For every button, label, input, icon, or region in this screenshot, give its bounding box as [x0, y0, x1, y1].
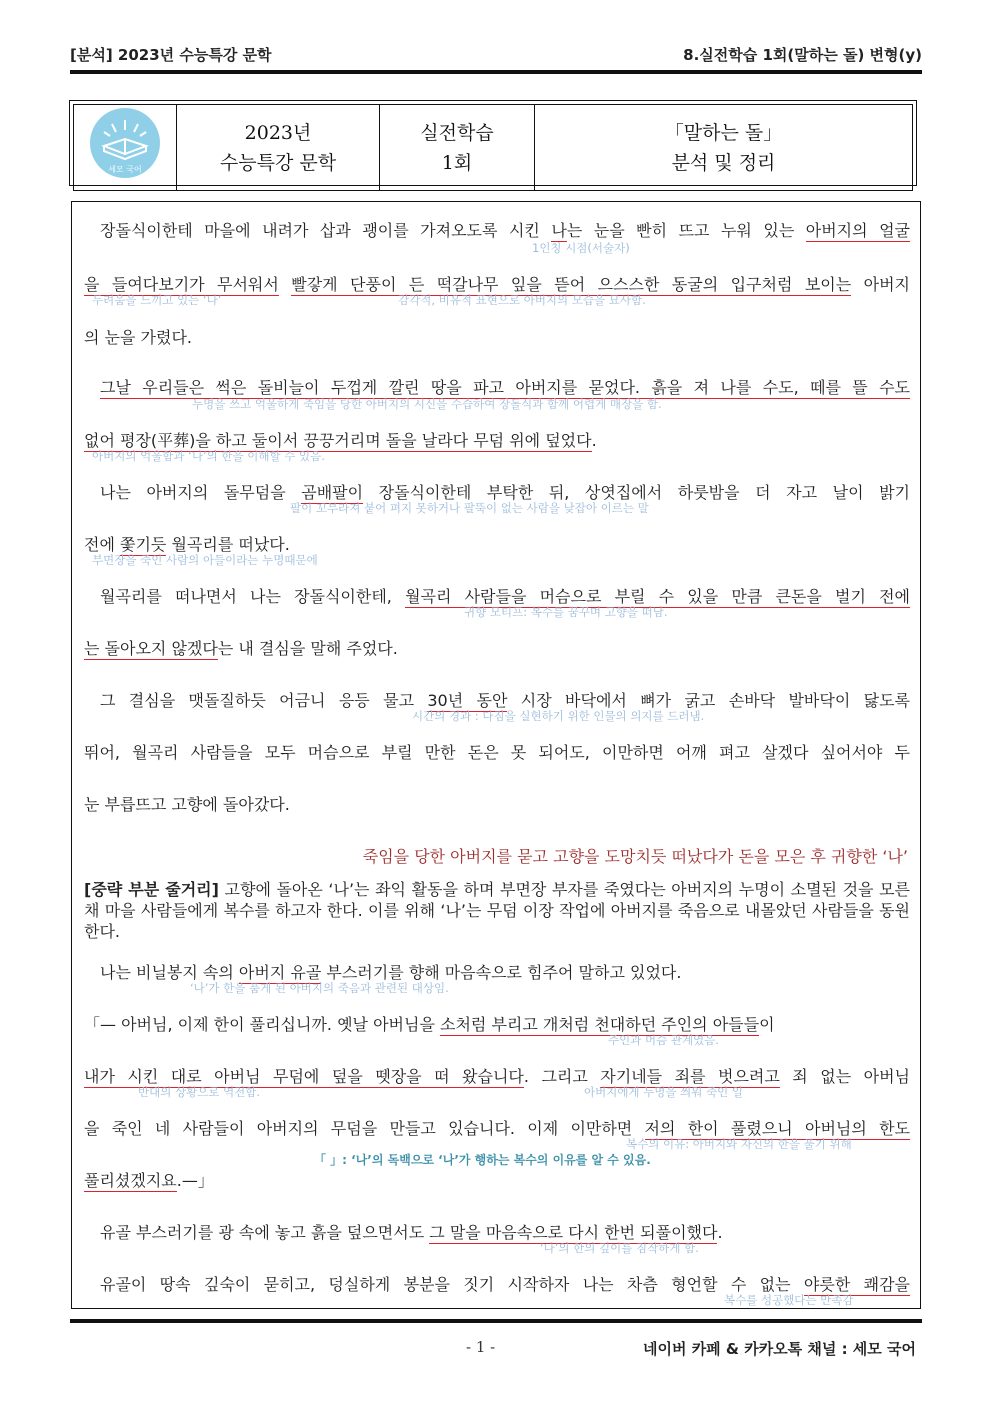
- header-rule: [70, 70, 922, 74]
- title-book: 수능특강 문학: [219, 151, 337, 174]
- annotation-13: 아버지에게 누명을 씌워 죽인 일: [584, 1085, 744, 1099]
- text-line-15: 내가 시킨 대로 아버님 무덤에 덮을 뗏장을 떠 왔습니다. 그리고 자기네들 죄를 벗으려고 죄 없는 아버님: [84, 1067, 911, 1086]
- annotation-3: 감각적, 비유적 표현으로 아버지의 모습을 묘사함.: [398, 293, 646, 307]
- annotation-11: 주인과 머슴 관계였음.: [608, 1033, 719, 1047]
- footer-channel: 네이버 카페 & 카카오톡 채널 : 세모 국어: [643, 1340, 916, 1358]
- title-work-name: 「말하는 돌」: [664, 121, 783, 144]
- text-line-2: 을 들여다보기가 무서워서 빨갛게 단풍이 든 떡갈나무 잎을 뜯어 으스스한 동굴의 입구처럼 보이는 아버지: [84, 275, 910, 294]
- title-work-subtitle: 분석 및 정리: [671, 151, 776, 174]
- annotation-14: 복수의 이유: 아버지와 자신의 한을 풀기 위해: [626, 1137, 852, 1151]
- title-year: 2023년: [244, 121, 312, 144]
- text-line-3: 의 눈을 가렸다.: [84, 328, 192, 347]
- title-cell-work: [535, 105, 913, 191]
- text-line-14: 「— 아버님, 이제 한이 풀리십니까. 옛날 아버님을 소처럼 부리고 개처럼 천대하던 주인의 아들들이: [84, 1015, 775, 1034]
- title-box: [69, 100, 917, 186]
- mid-summary-paragraph: [84, 879, 910, 942]
- text-line-18: 유골 부스러기를 광 속에 놓고 흙을 덮으면서도 그 말을 마음속으로 다시 한번 되풀이했다.: [100, 1223, 723, 1242]
- text-line-12: 눈 부릅뜨고 고향에 돌아갔다.: [84, 795, 290, 814]
- text-line-7: 전에 쫓기듯 월곡리를 떠났다.: [84, 535, 290, 554]
- logo-text: 세모 국어: [108, 165, 142, 174]
- annotation-17: 복수를 성공했다는 만족감: [724, 1293, 854, 1307]
- annotation-5: 아버지의 억울함과 ‘나’의 한을 이해할 수 있음.: [92, 449, 325, 463]
- annotation-1: 1인칭 시점(서술자): [532, 241, 630, 255]
- mid-summary-label: [중략 부분 줄거리]: [84, 880, 219, 899]
- header-right-title: 8.실전학습 1회(말하는 돌) 변형(y): [683, 46, 922, 64]
- title-cell-year: [177, 105, 380, 191]
- section-summary: 죽임을 당한 아버지를 묻고 고향을 도망치듯 떠났다가 돈을 모은 후 귀향한 ‘나’: [362, 847, 908, 866]
- annotation-7: 부면장을 죽인 사람의 아들이라는 누명때문에: [92, 553, 318, 567]
- annotation-4: 누명을 쓰고 억울하게 죽임을 당한 아버지의 시신을 수습하여 장돌식과 함께 어렵게 매장을 함.: [192, 397, 662, 411]
- annotation-8: 귀향 모티프: 복수를 꿈꾸며 고향을 떠남.: [464, 605, 668, 619]
- text-line-10: 그 결심을 맷돌질하듯 어금니 응등 물고 30년 동안 시장 바닥에서 뼈가 굵고 손바닥 발바닥이 닳도록: [100, 691, 910, 710]
- text-line-4: 그날 우리들은 썩은 돌비늘이 두껍게 깔린 땅을 파고 아버지를 묻었다. 흙을 져 나를 수도, 떼를 뜰 수도: [100, 378, 910, 397]
- page-number: - 1 -: [466, 1338, 496, 1356]
- text-line-9: 는 돌아오지 않겠다는 내 결심을 말해 주었다.: [84, 639, 398, 658]
- text-line-5: 없어 평장(平葬)을 하고 둘이서 끙끙거리며 돌을 날라다 무덤 위에 덮었다.: [84, 431, 597, 450]
- title-cell-session: [380, 105, 535, 191]
- text-line-16: 을 죽인 네 사람들이 아버지의 무덤을 만들고 있습니다. 이제 이만하면 저의 한이 풀렸으니 아버님의 한도: [84, 1119, 911, 1138]
- title-session-number: 1회: [441, 151, 473, 174]
- header-left-title: [분석] 2023년 수능특강 문학: [70, 46, 272, 64]
- title-session-label: 실전학습: [420, 121, 494, 144]
- annotation-6: 팔이 꼬부라져 붙어 펴지 못하거나 팔뚝이 없는 사람을 낮잡아 이르는 말: [290, 501, 649, 515]
- annotation-16: ‘나’의 한의 깊이를 짐작하게 함.: [540, 1241, 699, 1255]
- footer-rule: [70, 1319, 922, 1323]
- annotation-12: 반대의 상황으로 역전함.: [138, 1085, 261, 1099]
- annotation-10: ‘나’가 한을 품게 된 아버지의 죽음과 관련된 대상임.: [190, 981, 449, 995]
- text-line-19: 유골이 땅속 깊숙이 묻히고, 덩실하게 봉분을 짓기 시작하자 나는 차츰 형언할 수 없는 야릇한 쾌감을: [100, 1275, 910, 1294]
- annotation-9: 시간의 경과 : 다짐을 실현하기 위한 인물의 의지를 드러냄.: [412, 709, 705, 723]
- mid-summary-text: 고향에 돌아온 ‘나’는 좌익 활동을 하며 부면장 부자를 죽였다는 아버지의 누명이 소멸된 것을 모른 채 마을 사람들에게 복수를 하고자 한다. 이를 위해 ‘나’는 무덤 이장 작업에 아버지를 죽음으로 내몰았던 사람들을 동원한다.: [84, 880, 910, 941]
- text-line-8: 월곡리를 떠나면서 나는 장돌식이한테, 월곡리 사람들을 머슴으로 부릴 수 있을 만큼 큰돈을 벌기 전에: [100, 587, 910, 606]
- annotation-2: 두려움을 느끼고 있는 ‘나’: [92, 293, 222, 307]
- text-line-17: 풀리셨겠지요.—」: [84, 1171, 214, 1190]
- book-logo-icon: [82, 106, 168, 180]
- logo-cell: [74, 105, 177, 191]
- annotation-15: 「 」: ‘나’의 독백으로 ‘나’가 행하는 복수의 이유를 알 수 있음.: [314, 1153, 651, 1167]
- text-line-13: 나는 비닐봉지 속의 아버지 유골 부스러기를 향해 마음속으로 힘주어 말하고 있었다.: [100, 963, 682, 982]
- text-line-11: 뛰어, 월곡리 사람들을 모두 머슴으로 부릴 만한 돈은 못 되어도, 이만하면 어깨 펴고 살겠다 싶어서야 두: [84, 743, 910, 762]
- text-line-1: 장돌식이한테 마을에 내려가 삽과 괭이를 가져오도록 시킨 나는 눈을 빤히 뜨고 누워 있는 아버지의 얼굴: [100, 221, 910, 240]
- text-line-6: 나는 아버지의 돌무덤을 곰배팔이 장돌식이한테 부탁한 뒤, 상엿집에서 하룻밤을 더 자고 날이 밝기: [100, 483, 910, 502]
